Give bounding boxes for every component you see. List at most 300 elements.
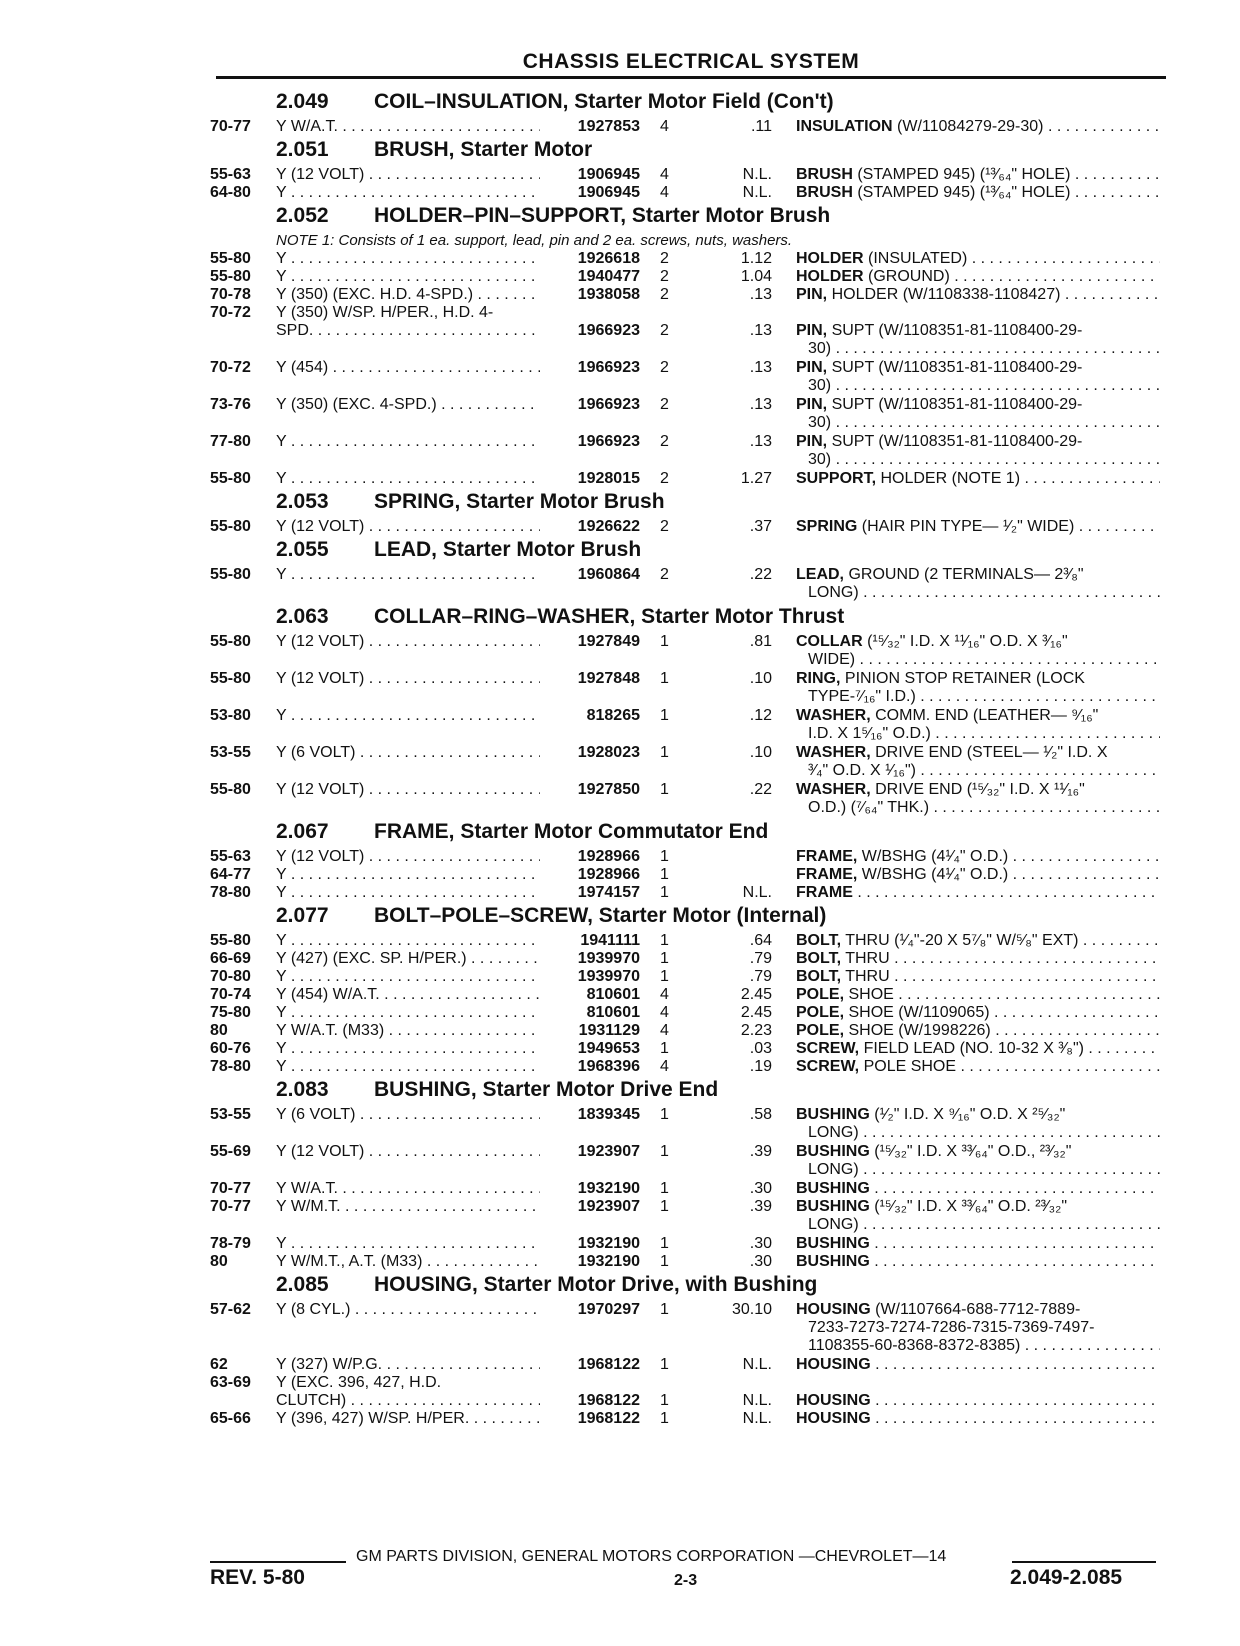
model-year: 57-62 [210, 1301, 251, 1318]
part-number: 1932190 [577, 1180, 640, 1197]
application-description [276, 1022, 540, 1040]
part-number: 1949653 [577, 1040, 640, 1057]
section-heading [0, 1271, 1240, 1301]
part-name-line [796, 268, 1160, 286]
price: .13 [749, 359, 772, 376]
part-name-line [796, 707, 1160, 725]
part-name [796, 433, 1160, 469]
part-name-line [796, 1022, 1160, 1040]
part-name-keyword: SPRING [796, 518, 858, 535]
part-name-keyword: BUSHING [796, 1253, 870, 1270]
quantity: 1 [660, 866, 669, 883]
part-name-detail: HOLDER (W/1108338-1108427) [827, 286, 1061, 303]
model-year: 77-80 [210, 433, 251, 450]
table-row [0, 1392, 1240, 1410]
part-name [796, 1004, 1160, 1022]
application-text: Y (327) W/P.G. . . . [276, 1356, 540, 1374]
part-name [796, 1410, 1160, 1428]
model-year: 70-80 [210, 968, 251, 985]
page-header: CHASSIS ELECTRICAL SYSTEM [522, 50, 860, 73]
table-row [0, 670, 1240, 707]
part-name-line [796, 1198, 1160, 1216]
part-number: 1966923 [577, 433, 640, 450]
table-row [0, 707, 1240, 744]
table-row [0, 1022, 1240, 1040]
part-name-detail: (W/11084279-29-30) [892, 118, 1044, 135]
part-name-detail: GROUND (2 TERMINALS— 2³⁄₈" [844, 566, 1084, 583]
part-number: 1927850 [577, 781, 640, 798]
model-year: 55-80 [210, 781, 251, 798]
part-name-line [796, 866, 1160, 884]
part-number: 1932190 [577, 1253, 640, 1270]
application-text: Y W/A.T. . . . [276, 1180, 540, 1198]
part-name [796, 884, 1160, 902]
price: .22 [749, 566, 772, 583]
application-text: Y (12 VOLT) . . . [276, 670, 540, 688]
part-name-detail: (¹⁵⁄₃₂" I.D. X ³³⁄₆₄" O.D. ²³⁄₃₂" [869, 1198, 1067, 1215]
part-name-line [796, 118, 1160, 136]
part-name [796, 470, 1160, 488]
model-year: 55-69 [210, 1143, 251, 1160]
quantity: 4 [660, 166, 669, 183]
part-name-detail: SUPT (W/1108351-81-1108400-29- [827, 359, 1083, 376]
application-text: Y (12 VOLT) . . . [276, 781, 540, 799]
part-number: 810601 [586, 986, 640, 1003]
part-name-keyword: RING, [796, 670, 841, 687]
part-number: 1960864 [577, 566, 640, 583]
model-year: 65-66 [210, 1410, 251, 1427]
part-name-continuation: 7233-7273-7274-7286-7315-7369-7497- [808, 1319, 1095, 1336]
part-number: 1968122 [577, 1410, 640, 1427]
quantity: 1 [660, 932, 669, 949]
part-name [796, 566, 1160, 602]
part-name-line [796, 566, 1160, 584]
application-text: Y . . . [276, 707, 540, 725]
part-name-line [796, 433, 1160, 451]
part-name-keyword: POLE, [796, 1022, 845, 1039]
application-description [276, 433, 540, 451]
section-title: BUSHING, Starter Motor Drive End [374, 1078, 719, 1101]
part-name [796, 670, 1160, 706]
part-name-line [796, 1143, 1160, 1161]
price: N.L. [742, 1392, 772, 1409]
application-description [276, 744, 540, 762]
part-name-keyword: BUSHING [796, 1235, 870, 1252]
part-number: 1970297 [577, 1301, 640, 1318]
price: .30 [749, 1253, 772, 1270]
application-description [276, 518, 540, 536]
part-name-detail: SHOE [844, 986, 894, 1003]
application-text: Y (350) (EXC. 4-SPD.) . . . [276, 396, 540, 414]
section-title: SPRING, Starter Motor Brush [374, 490, 665, 513]
application-description [276, 1410, 540, 1428]
footer-rule-right [1012, 1561, 1156, 1563]
application-text: Y . . . [276, 1235, 540, 1253]
part-number: 1923907 [577, 1198, 640, 1215]
part-name-keyword: HOLDER [796, 268, 864, 285]
part-name-keyword: BUSHING [796, 1180, 870, 1197]
part-name [796, 968, 1160, 986]
application-description [276, 932, 540, 950]
part-name-keyword: FRAME [796, 884, 853, 901]
application-description [276, 670, 540, 688]
application-description [276, 1235, 540, 1253]
quantity: 1 [660, 1356, 669, 1373]
part-name-detail: FIELD LEAD (NO. 10-32 X ³⁄₈") [859, 1040, 1084, 1057]
part-name-line [796, 286, 1160, 304]
part-name-line [796, 633, 1160, 651]
application-text: Y (454) W/A.T. . . . [276, 986, 540, 1004]
quantity: 1 [660, 848, 669, 865]
part-name-detail: DRIVE END (¹⁵⁄₃₂" I.D. X ¹¹⁄₁₆" [870, 781, 1085, 798]
part-name-keyword: WASHER, [796, 707, 871, 724]
part-name-detail: (HAIR PIN TYPE— ¹⁄₂" WIDE) [857, 518, 1075, 535]
part-name-detail: W/BSHG (4¹⁄₄" O.D.) [857, 866, 1009, 883]
table-row [0, 1004, 1240, 1022]
part-name-keyword: LEAD, [796, 566, 844, 583]
application-text: Y (12 VOLT) . . . [276, 633, 540, 651]
part-name-continuation: LONG) . . . [796, 1124, 1160, 1142]
part-name [796, 322, 1160, 358]
price: .39 [749, 1198, 772, 1215]
model-year: 75-80 [210, 1004, 251, 1021]
application-text: Y . . . [276, 184, 540, 202]
table-row [0, 848, 1240, 866]
revision-label: REV. 5-80 [210, 1566, 305, 1589]
section-heading [0, 202, 1240, 232]
application-description [276, 184, 540, 202]
part-number: 818265 [586, 707, 640, 724]
part-name-detail: SUPT (W/1108351-81-1108400-29- [827, 433, 1083, 450]
quantity: 2 [660, 322, 669, 339]
section-number: 2.049 [276, 90, 329, 113]
part-name-line [796, 848, 1160, 866]
part-name-line [796, 744, 1160, 762]
part-name-detail: SUPT (W/1108351-81-1108400-29- [827, 396, 1083, 413]
part-name [796, 268, 1160, 286]
application-description [276, 322, 540, 340]
part-number: 1939970 [577, 968, 640, 985]
table-row [0, 1356, 1240, 1374]
section-title: LEAD, Starter Motor Brush [374, 538, 642, 561]
part-name-keyword: POLE, [796, 986, 845, 1003]
quantity: 2 [660, 566, 669, 583]
quantity: 1 [660, 1106, 669, 1123]
model-year: 64-77 [210, 866, 251, 883]
part-name-detail: THRU [841, 968, 890, 985]
part-name-keyword: HOLDER [796, 250, 864, 267]
quantity: 2 [660, 433, 669, 450]
part-name [796, 950, 1160, 968]
quantity: 4 [660, 986, 669, 1003]
part-name-keyword: PIN, [796, 433, 828, 450]
application-text: Y W/A.T. (M33) . . . [276, 1022, 540, 1040]
model-year: 55-80 [210, 566, 251, 583]
part-name-line [796, 1058, 1160, 1076]
part-name [796, 986, 1160, 1004]
table-row [0, 968, 1240, 986]
part-number: 1974157 [577, 884, 640, 901]
part-number: 1928966 [577, 848, 640, 865]
part-name-continuation: WIDE) . . . [796, 651, 1160, 669]
application-description [276, 1004, 540, 1022]
part-name-detail: THRU (¹⁄₄"-20 X 5⁷⁄₈" W/⁵⁄₈" EXT) [841, 932, 1079, 949]
part-name [796, 184, 1160, 202]
application-description [276, 359, 540, 377]
part-name [796, 932, 1160, 950]
application-text: Y . . . [276, 1040, 540, 1058]
table-row [0, 1301, 1240, 1356]
application-text: Y (6 VOLT) . . . [276, 1106, 540, 1124]
model-year: 70-77 [210, 118, 251, 135]
quantity: 1 [660, 707, 669, 724]
model-year: 55-80 [210, 250, 251, 267]
application-description [276, 986, 540, 1004]
application-text: Y . . . [276, 968, 540, 986]
part-name-detail: THRU [841, 950, 890, 967]
part-name-continuation: 30) . . . [796, 414, 1160, 432]
quantity: 4 [660, 1058, 669, 1075]
section-title: COLLAR–RING–WASHER, Starter Motor Thrust [374, 605, 845, 628]
application-text: CLUTCH) . . . [276, 1392, 540, 1410]
price: .30 [749, 1180, 772, 1197]
part-number: 1941111 [580, 932, 640, 949]
part-name-line [796, 670, 1160, 688]
quantity: 2 [660, 359, 669, 376]
price: 2.45 [740, 986, 772, 1003]
model-year: 62 [210, 1356, 228, 1373]
quantity: 2 [660, 268, 669, 285]
part-name-keyword: HOUSING [796, 1392, 871, 1409]
parts-listing [0, 88, 1240, 1428]
price: .79 [749, 950, 772, 967]
application-description [276, 1392, 540, 1410]
price: 1.12 [740, 250, 772, 267]
application-text: Y . . . [276, 884, 540, 902]
part-number: 1931129 [578, 1022, 640, 1039]
part-name-keyword: COLLAR [796, 633, 863, 650]
price: N.L. [742, 166, 772, 183]
part-name-keyword: BOLT, [796, 932, 842, 949]
price: .12 [749, 707, 772, 724]
part-name-line [796, 322, 1160, 340]
part-name-line [796, 1004, 1160, 1022]
application-description [276, 1374, 540, 1392]
section-number: 2.083 [276, 1078, 329, 1101]
part-number: 1927848 [577, 670, 640, 687]
quantity: 2 [660, 250, 669, 267]
application-description [276, 286, 540, 304]
price: .58 [749, 1106, 772, 1123]
section-title: FRAME, Starter Motor Commutator End [374, 820, 769, 843]
part-name-detail: SUPT (W/1108351-81-1108400-29- [827, 322, 1083, 339]
part-name [796, 1356, 1160, 1374]
table-row [0, 1180, 1240, 1198]
part-name-continuation: 30) . . . [796, 377, 1160, 395]
model-year: 55-80 [210, 670, 251, 687]
section-heading [0, 136, 1240, 166]
section-title: COIL–INSULATION, Starter Motor Field (Con't) [374, 90, 834, 113]
part-name-line [796, 950, 1160, 968]
quantity: 1 [660, 744, 669, 761]
model-year: 53-55 [210, 744, 251, 761]
application-description [276, 866, 540, 884]
part-name-keyword: BUSHING [796, 1198, 870, 1215]
application-text: Y (350) (EXC. H.D. 4-SPD.) . . . [276, 286, 540, 304]
footer-rule-left [210, 1561, 346, 1563]
model-year: 55-80 [210, 470, 251, 487]
price: 1.04 [740, 268, 772, 285]
part-name-continuation: 30) . . . [796, 451, 1160, 469]
part-name-continuation: ³⁄₄" O.D. X ¹⁄₁₆") . . . [796, 762, 1160, 780]
section-title: BOLT–POLE–SCREW, Starter Motor (Internal) [374, 904, 827, 927]
part-name-line [796, 184, 1160, 202]
table-row [0, 470, 1240, 488]
part-name-keyword: BOLT, [796, 950, 842, 967]
part-name-continuation: LONG) . . . [796, 1161, 1160, 1179]
table-row [0, 1040, 1240, 1058]
model-year: 70-74 [210, 986, 251, 1003]
section-heading [0, 1076, 1240, 1106]
model-year: 63-69 [210, 1374, 251, 1391]
application-text: SPD. . . . [276, 322, 540, 340]
part-name-line [796, 781, 1160, 799]
part-name [796, 1022, 1160, 1040]
part-name-detail: (¹⁵⁄₃₂" I.D. X ¹¹⁄₁₆" O.D. X ³⁄₁₆" [862, 633, 1068, 650]
section-number: 2.085 [276, 1273, 329, 1296]
section-note [0, 232, 1240, 250]
model-year: 70-77 [210, 1198, 251, 1215]
part-name-line [796, 986, 1160, 1004]
application-text: Y (12 VOLT) . . . [276, 518, 540, 536]
table-row [0, 884, 1240, 902]
part-name-detail: COMM. END (LEATHER— ⁹⁄₁₆" [870, 707, 1099, 724]
quantity: 4 [660, 184, 669, 201]
application-text: Y . . . [276, 250, 540, 268]
price: .13 [749, 322, 772, 339]
part-name-keyword: PIN, [796, 322, 828, 339]
quantity: 1 [660, 1040, 669, 1057]
part-name-line [796, 968, 1160, 986]
part-name-keyword: BRUSH [796, 184, 853, 201]
table-row [0, 1235, 1240, 1253]
part-name [796, 1106, 1160, 1142]
model-year: 55-63 [210, 166, 251, 183]
part-number: 1938058 [577, 286, 640, 303]
section-number: 2.055 [276, 538, 329, 561]
model-year: 53-55 [210, 1106, 251, 1123]
table-row [0, 566, 1240, 603]
quantity: 1 [660, 1301, 669, 1318]
part-name-keyword: PIN, [796, 396, 828, 413]
table-row [0, 396, 1240, 433]
table-row [0, 866, 1240, 884]
part-number: 1906945 [577, 184, 640, 201]
application-description [276, 566, 540, 584]
part-name-keyword: HOUSING [796, 1301, 871, 1318]
part-name [796, 1058, 1160, 1076]
part-name [796, 1180, 1160, 1198]
application-description [276, 470, 540, 488]
part-number: 1928966 [577, 866, 640, 883]
part-name-line [796, 1253, 1160, 1271]
section-number: 2.067 [276, 820, 329, 843]
price: .81 [749, 633, 772, 650]
quantity: 1 [660, 1198, 669, 1215]
part-number: 1968396 [577, 1058, 640, 1075]
application-text: Y (427) (EXC. SP. H/PER.) . . . [276, 950, 540, 968]
part-name-keyword: HOUSING [796, 1410, 871, 1427]
part-name-continuation: TYPE-⁷⁄₁₆" I.D.) . . . [796, 688, 1160, 706]
application-description [276, 396, 540, 414]
price: 2.23 [740, 1022, 772, 1039]
table-row [0, 932, 1240, 950]
part-name-keyword: INSULATION [796, 118, 893, 135]
model-year: 78-80 [210, 884, 251, 901]
part-number: 1940477 [577, 268, 640, 285]
application-description [276, 781, 540, 799]
application-description [276, 166, 540, 184]
model-year: 73-76 [210, 396, 251, 413]
application-text: Y (12 VOLT) . . . [276, 1143, 540, 1161]
price: N.L. [742, 184, 772, 201]
quantity: 2 [660, 470, 669, 487]
part-number: 1839345 [577, 1106, 640, 1123]
model-year: 55-63 [210, 848, 251, 865]
section-number: 2.052 [276, 204, 329, 227]
part-name-keyword: POLE, [796, 1004, 845, 1021]
quantity: 1 [660, 950, 669, 967]
part-number: 1927853 [577, 118, 640, 135]
application-description [276, 118, 540, 136]
application-text: Y (12 VOLT) . . . [276, 848, 540, 866]
application-description [276, 707, 540, 725]
price: .64 [749, 932, 772, 949]
part-number: 1932190 [577, 1235, 640, 1252]
application-description [276, 1180, 540, 1198]
price: .03 [749, 1040, 772, 1057]
application-text: Y W/M.T. . . . [276, 1198, 540, 1216]
part-number: 1923907 [577, 1143, 640, 1160]
part-name-detail: (INSULATED) [863, 250, 968, 267]
part-name [796, 118, 1160, 136]
quantity: 1 [660, 1253, 669, 1270]
price: .13 [749, 433, 772, 450]
application-text: Y . . . [276, 932, 540, 950]
part-name-line [796, 518, 1160, 536]
part-name [796, 359, 1160, 395]
part-name-detail: POLE SHOE [859, 1058, 957, 1075]
part-name [796, 866, 1160, 884]
quantity: 1 [660, 633, 669, 650]
price: .13 [749, 396, 772, 413]
price: N.L. [742, 884, 772, 901]
part-name [796, 633, 1160, 669]
table-row [0, 1106, 1240, 1143]
quantity: 2 [660, 286, 669, 303]
part-number: 1939970 [577, 950, 640, 967]
model-year: 80 [210, 1022, 228, 1039]
price: 1.27 [740, 470, 772, 487]
table-row [0, 184, 1240, 202]
model-year: 55-80 [210, 518, 251, 535]
application-text: Y . . . [276, 566, 540, 584]
model-year: 70-72 [210, 304, 251, 321]
part-name-detail: PINION STOP RETAINER (LOCK [840, 670, 1085, 687]
part-name-line [796, 250, 1160, 268]
part-name-keyword: BRUSH [796, 166, 853, 183]
application-description [276, 633, 540, 651]
